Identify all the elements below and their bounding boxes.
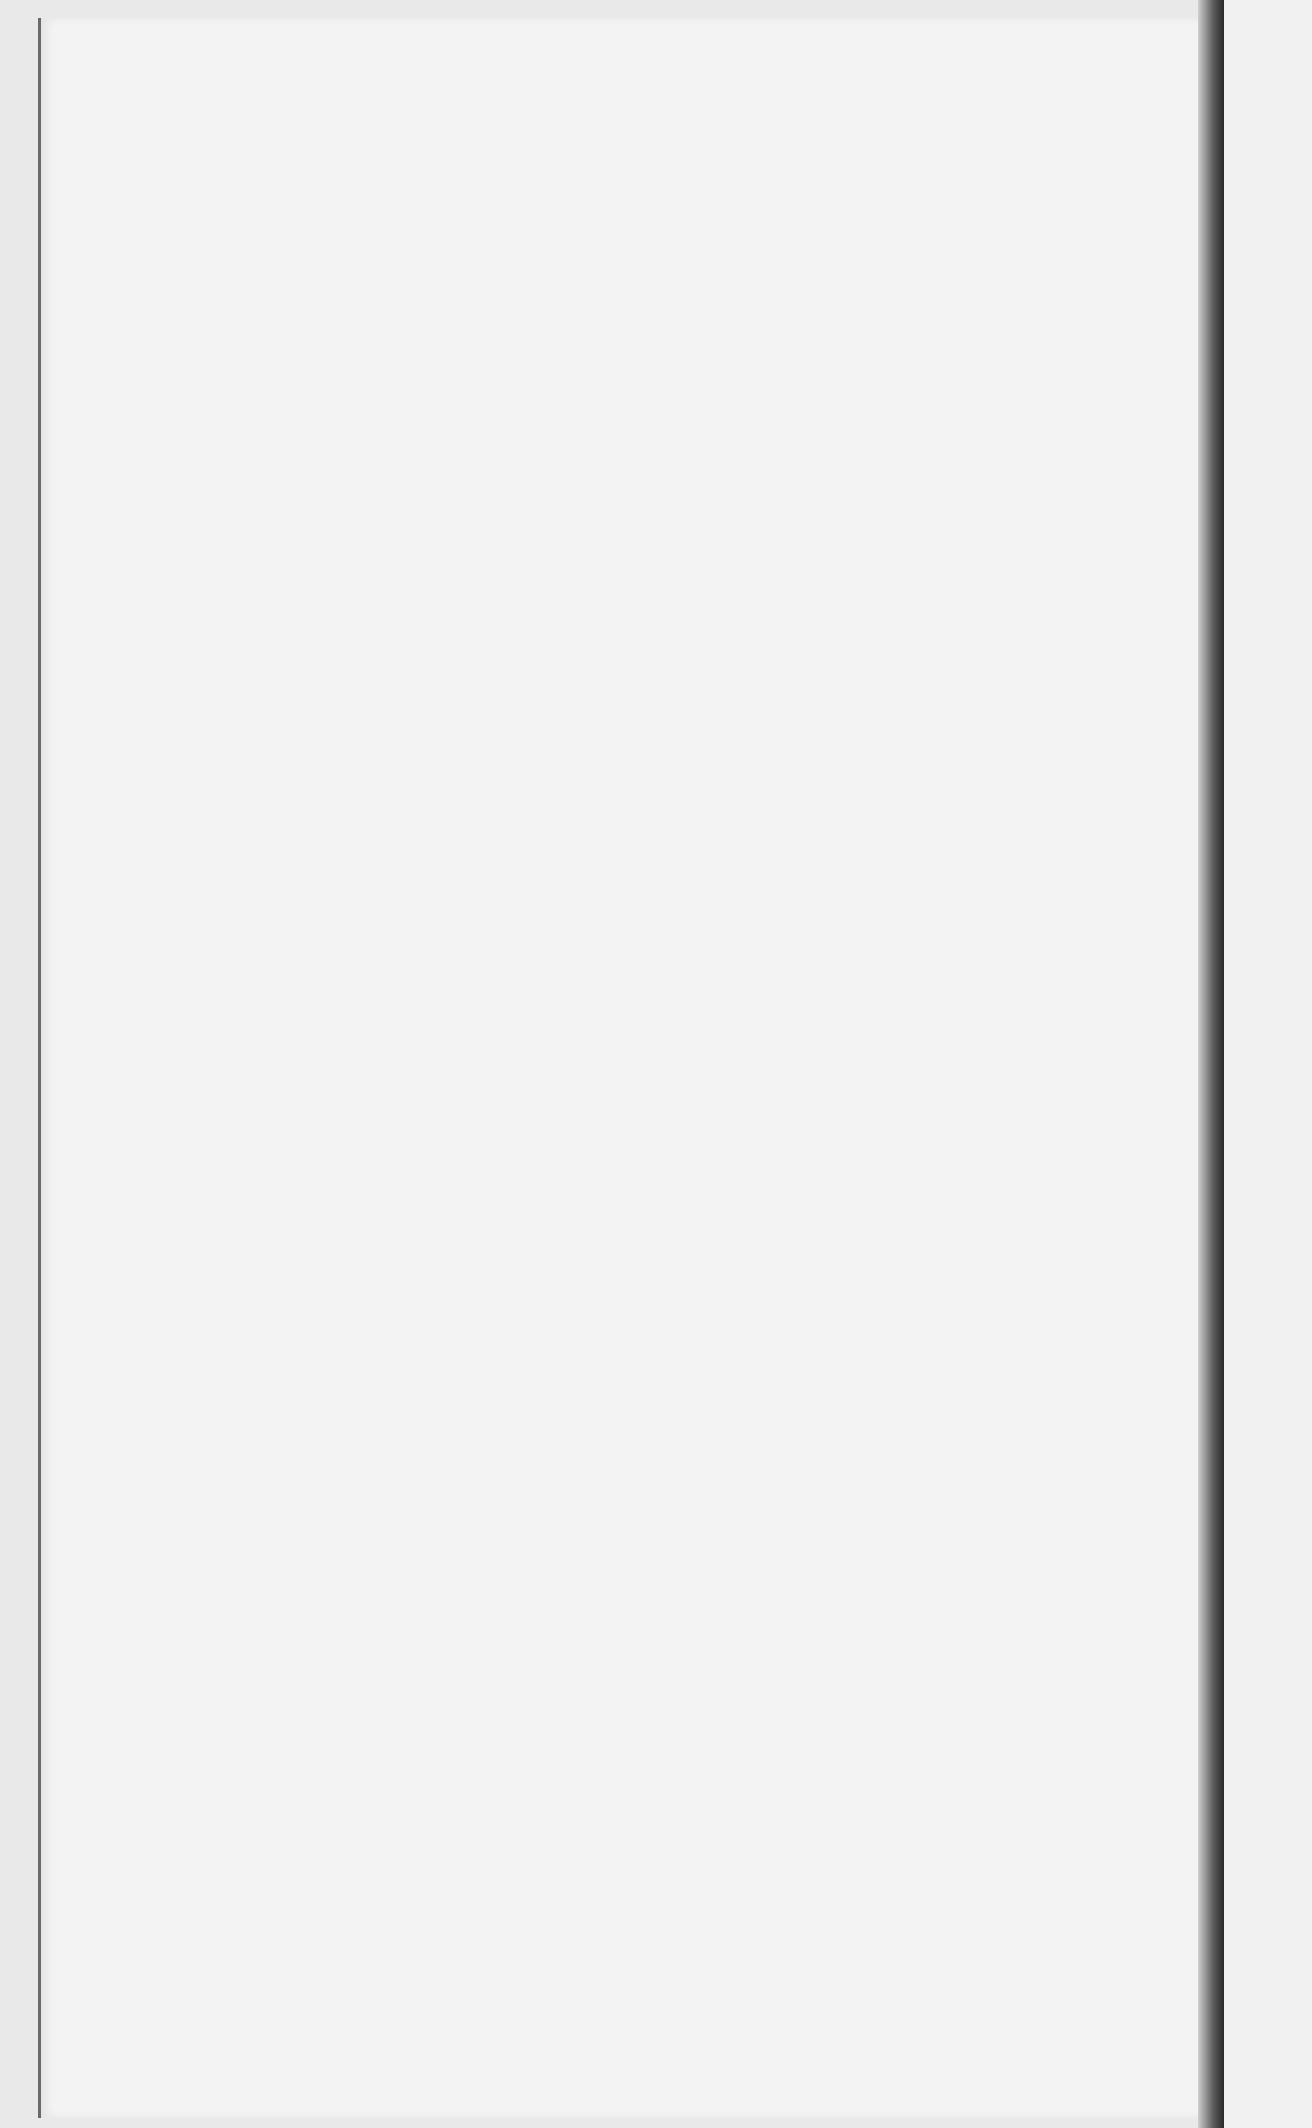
- body-text: [296, 264, 1142, 284]
- book-page: [38, 18, 1241, 2118]
- facing-page: [1224, 0, 1312, 2128]
- book-spine: [1198, 0, 1224, 2128]
- page-header: [300, 196, 1150, 226]
